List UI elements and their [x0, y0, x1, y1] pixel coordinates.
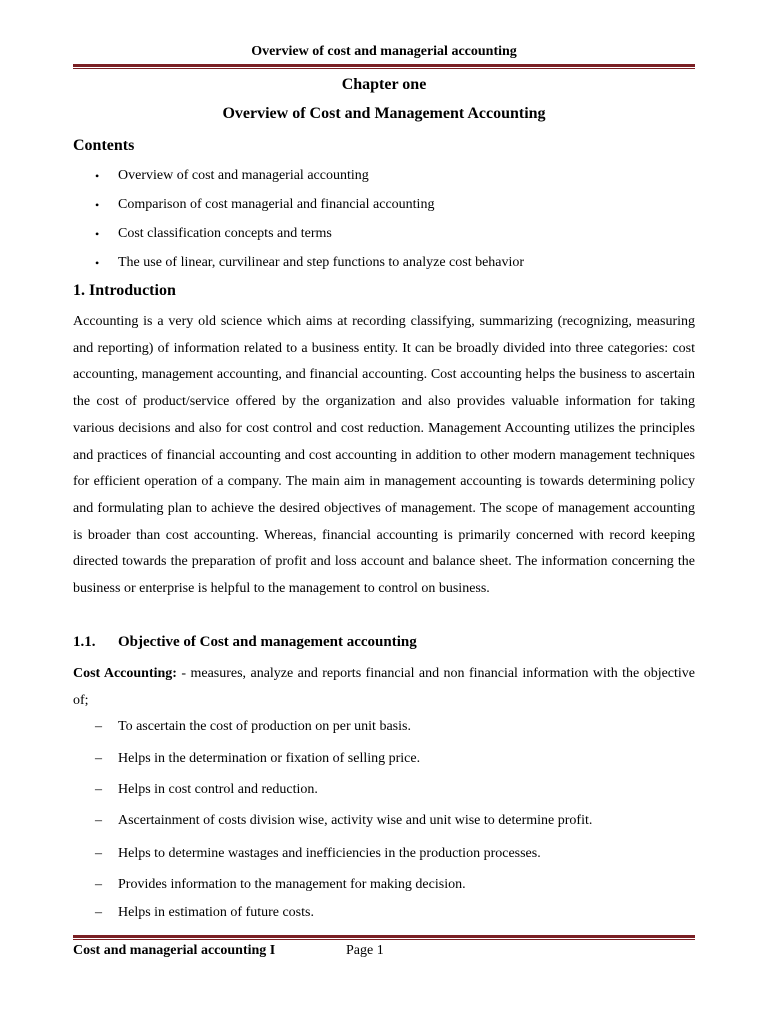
dash-icon: – [95, 905, 102, 920]
objective-text: Ascertainment of costs division wise, activity wise and unit wise to determine profit. [118, 813, 593, 828]
footer-rule [73, 935, 695, 940]
dash-icon: – [95, 877, 102, 892]
objective-text: Helps in estimation of future costs. [118, 905, 314, 920]
introduction-heading: 1. Introduction [73, 282, 176, 299]
contents-item [73, 253, 695, 282]
objective-text: Helps in cost control and reduction. [118, 782, 318, 797]
dash-icon: – [95, 846, 102, 861]
objective-text: Helps in the determination or fixation of selling price. [118, 751, 421, 766]
objective-text: Provides information to the management for making decision. [118, 877, 466, 892]
bullet-icon: • [95, 169, 100, 183]
contents-list [73, 166, 695, 282]
chapter-title: Overview of Cost and Management Accounting [222, 105, 546, 122]
contents-heading: Contents [73, 137, 135, 154]
dash-icon: – [95, 751, 102, 766]
objective-heading [73, 634, 417, 651]
dash-icon: – [95, 782, 102, 797]
cost-accounting-paragraph [73, 661, 695, 714]
contents-item [73, 166, 695, 195]
dash-icon: – [95, 719, 102, 734]
contents-item-text: Overview of cost and managerial accounting [118, 168, 369, 183]
cost-accounting-definition: - measures, analyze and reports financial and non financial information with the objective of; [73, 666, 695, 708]
objective-text: To ascertain the cost of production on per unit basis. [118, 719, 411, 734]
section-number: 1.1. [73, 634, 96, 650]
footer-course-title: Cost and managerial accounting I [73, 943, 276, 958]
contents-item [73, 224, 695, 253]
cost-accounting-term: Cost Accounting: [73, 666, 177, 681]
introduction-paragraph: Accounting is a very old science which aims at recording classifying, summarizing (recognizing, measuring and reporting) of information related to a business entity. It can be broadly divided into three categories: cost accounting, management accounting, and financial accounting. Cost accounting helps the business to ascertain the cost of product/service offered by the organization and also provides valuable information for taking various decisions and also for cost control and cost reduction. Management Accounting utilizes the principles and practices of financial accounting and cost accounting in addition to other modern management techniques for efficient operation of a company. The main aim in management accounting is towards determining policy and formulating plan to achieve the desired objectives of management. The scope of management accounting is broader than cost accounting. Whereas, financial accounting is primarily concerned with record keeping directed towards the preparation of profit and loss account and balance sheet. The information concerning the business or enterprise is helpful to the management to control on business. [73, 314, 695, 597]
contents-item-text: Cost classification concepts and terms [118, 226, 332, 241]
bullet-icon: • [95, 227, 100, 241]
section-title: Objective of Cost and management accounting [118, 634, 417, 650]
running-header: Overview of cost and managerial accounting [251, 44, 517, 59]
contents-item [73, 195, 695, 224]
contents-item-text: Comparison of cost managerial and financial accounting [118, 197, 435, 212]
header-rule [73, 64, 695, 69]
bullet-icon: • [95, 198, 100, 212]
footer-page-number: Page 1 [346, 943, 384, 958]
dash-icon: – [95, 813, 102, 828]
bullet-icon: • [95, 256, 100, 270]
chapter-label: Chapter one [341, 76, 427, 93]
objective-text: Helps to determine wastages and inefficiencies in the production processes. [118, 846, 541, 861]
contents-item-text: The use of linear, curvilinear and step functions to analyze cost behavior [118, 255, 525, 270]
